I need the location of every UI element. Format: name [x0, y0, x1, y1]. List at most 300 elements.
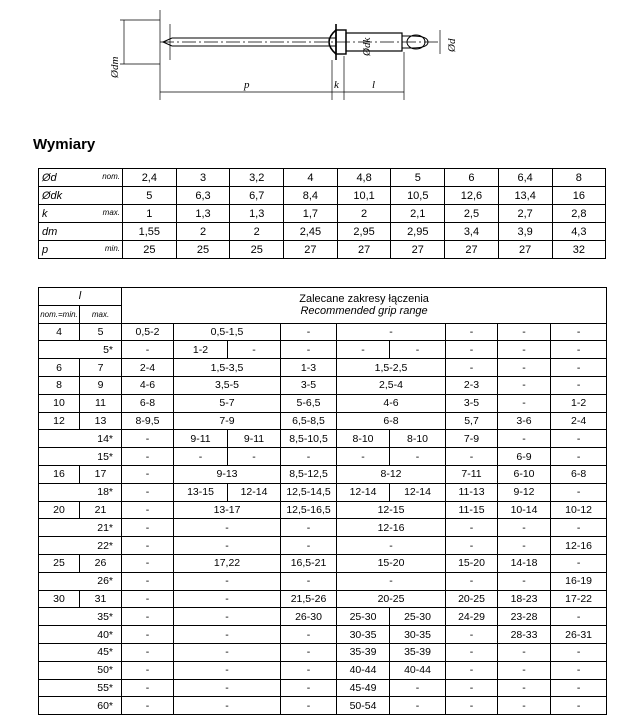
- grip-cell: 2-4: [122, 359, 174, 377]
- grip-length: 16: [39, 465, 80, 483]
- grip-cell: 15-20: [337, 554, 446, 572]
- grip-length: 10: [39, 394, 80, 412]
- dims-cell: 3,9: [498, 223, 552, 241]
- grip-row: [39, 376, 607, 394]
- dims-cell: 2: [176, 223, 230, 241]
- grip-cell: 12,5-14,5: [281, 483, 337, 501]
- grip-cell: -: [122, 572, 174, 590]
- grip-cell: 0,5-1,5: [174, 323, 281, 341]
- grip-length-star: 45*: [39, 643, 122, 661]
- grip-cell: -: [281, 626, 337, 644]
- grip-cell: -: [498, 537, 551, 555]
- grip-cell: -: [281, 519, 337, 537]
- dims-label-text: p: [42, 243, 49, 256]
- grip-cell: 13-15: [174, 483, 228, 501]
- grip-length-star: 60*: [39, 697, 122, 715]
- grip-length: 13: [80, 412, 122, 430]
- grip-cell: 45-49: [337, 679, 390, 697]
- grip-cell: -: [122, 679, 174, 697]
- grip-cell: -: [551, 483, 607, 501]
- grip-cell: 9-11: [228, 430, 281, 448]
- grip-cell: -: [551, 554, 607, 572]
- dims-label-text: dm: [42, 225, 58, 238]
- dims-cell: 1,3: [230, 205, 284, 223]
- grip-cell: 12,5-16,5: [281, 501, 337, 519]
- dims-row: [39, 223, 606, 241]
- grip-cell: 26-30: [281, 608, 337, 626]
- label-dm: Ødm: [109, 56, 121, 78]
- grip-length: 9: [80, 376, 122, 394]
- grip-cell: -: [337, 341, 390, 359]
- grip-cell: 40-44: [337, 661, 390, 679]
- grip-cell: -: [551, 697, 607, 715]
- grip-cell: -: [551, 679, 607, 697]
- dims-label-text: k: [42, 207, 48, 220]
- grip-cell: -: [551, 430, 607, 448]
- grip-length: 30: [39, 590, 80, 608]
- grip-cell: 5-7: [174, 394, 281, 412]
- grip-length: 25: [39, 554, 80, 572]
- dims-cell: 2,7: [498, 205, 552, 223]
- grip-cell: -: [551, 341, 607, 359]
- grip-length-star: 14*: [39, 430, 122, 448]
- grip-length-star: 5*: [39, 341, 122, 359]
- dims-cell: 6,7: [230, 187, 284, 205]
- dims-cell: 27: [445, 241, 499, 259]
- grip-cell: -: [446, 341, 498, 359]
- grip-cell: -: [498, 341, 551, 359]
- grip-cell: 8-9,5: [122, 412, 174, 430]
- dims-cell: 2,45: [284, 223, 338, 241]
- grip-cell: 17-22: [551, 590, 607, 608]
- grip-cell: 11-15: [446, 501, 498, 519]
- grip-row: [39, 394, 607, 412]
- grip-cell: 0,5-2: [122, 323, 174, 341]
- label-p: p: [244, 79, 250, 91]
- grip-cell: -: [551, 519, 607, 537]
- dims-cell: 4,8: [337, 169, 391, 187]
- grip-row: [39, 341, 607, 359]
- grip-cell: 23-28: [498, 608, 551, 626]
- grip-header-pl: Zalecane zakresy łączenia: [299, 293, 429, 306]
- grip-cell: -: [281, 537, 337, 555]
- grip-row: [39, 626, 607, 644]
- grip-length: 8: [39, 376, 80, 394]
- grip-cell: 6-8: [122, 394, 174, 412]
- grip-cell: -: [281, 661, 337, 679]
- dims-cell: 1,7: [284, 205, 338, 223]
- grip-row: [39, 661, 607, 679]
- grip-cell: -: [498, 394, 551, 412]
- grip-cell: -: [122, 519, 174, 537]
- grip-cell: -: [281, 323, 337, 341]
- dims-cell: 13,4: [498, 187, 552, 205]
- grip-cell: 2-3: [446, 376, 498, 394]
- grip-cell: 1,5-2,5: [337, 359, 446, 377]
- grip-cell: -: [122, 341, 174, 359]
- grip-cell: 12-14: [228, 483, 281, 501]
- grip-cell: -: [174, 626, 281, 644]
- dims-cell: 1,55: [123, 223, 177, 241]
- grip-cell: 4-6: [337, 394, 446, 412]
- grip-cell: -: [446, 626, 498, 644]
- grip-cell: -: [498, 323, 551, 341]
- grip-length: 17: [80, 465, 122, 483]
- grip-cell: -: [174, 643, 281, 661]
- grip-cell: 7-9: [446, 430, 498, 448]
- dims-cell: 27: [337, 241, 391, 259]
- grip-cell: -: [446, 643, 498, 661]
- rivet-drawing: [0, 0, 633, 120]
- grip-row: [39, 608, 607, 626]
- grip-cell: -: [498, 679, 551, 697]
- grip-cell: -: [281, 643, 337, 661]
- grip-cell: 8-12: [337, 465, 446, 483]
- grip-row: [39, 359, 607, 377]
- dims-cell: 2,1: [391, 205, 445, 223]
- grip-row: [39, 537, 607, 555]
- dims-cell: 27: [391, 241, 445, 259]
- grip-row: [39, 572, 607, 590]
- grip-row: [39, 430, 607, 448]
- grip-cell: -: [446, 661, 498, 679]
- dims-cell: 6: [445, 169, 499, 187]
- grip-cell: -: [446, 519, 498, 537]
- grip-cell: 25-30: [390, 608, 446, 626]
- dims-label-text: Ød: [42, 171, 57, 184]
- grip-row: [39, 465, 607, 483]
- grip-cell: -: [337, 448, 390, 466]
- grip-cell: 12-16: [337, 519, 446, 537]
- dims-qualifier: max.: [102, 208, 120, 217]
- grip-cell: -: [498, 661, 551, 679]
- dims-cell: 6,4: [498, 169, 552, 187]
- dims-cell: 3,2: [230, 169, 284, 187]
- grip-cell: 21,5-26: [281, 590, 337, 608]
- dims-cell: 3,4: [445, 223, 499, 241]
- grip-cell: -: [281, 341, 337, 359]
- grip-cell: 12-14: [390, 483, 446, 501]
- grip-length: 6: [39, 359, 80, 377]
- grip-cell: 3-6: [498, 412, 551, 430]
- grip-cell: 40-44: [390, 661, 446, 679]
- grip-cell: 12-16: [551, 537, 607, 555]
- grip-cell: -: [281, 448, 337, 466]
- dims-row: [39, 205, 606, 223]
- grip-row: [39, 448, 607, 466]
- grip-cell: -: [446, 448, 498, 466]
- grip-header-row: [39, 288, 607, 306]
- grip-range-header: [122, 288, 607, 324]
- dims-cell: 2,5: [445, 205, 499, 223]
- dims-cell: 2,8: [552, 205, 606, 223]
- dims-cell: 8: [552, 169, 606, 187]
- dims-row: [39, 169, 606, 187]
- grip-cell: -: [498, 430, 551, 448]
- grip-cell: 1,5-3,5: [174, 359, 281, 377]
- grip-cell: -: [122, 554, 174, 572]
- grip-cell: 5,7: [446, 412, 498, 430]
- grip-row: [39, 501, 607, 519]
- grip-cell: 9-11: [174, 430, 228, 448]
- max-header: max.: [80, 305, 122, 323]
- grip-cell: 12-14: [337, 483, 390, 501]
- grip-cell: 9-12: [498, 483, 551, 501]
- grip-cell: -: [446, 679, 498, 697]
- grip-cell: -: [390, 697, 446, 715]
- grip-cell: 6-8: [551, 465, 607, 483]
- grip-cell: -: [122, 608, 174, 626]
- grip-cell: -: [498, 643, 551, 661]
- dims-cell: 3: [176, 169, 230, 187]
- grip-length: 4: [39, 323, 80, 341]
- dims-cell: 6,3: [176, 187, 230, 205]
- grip-row: [39, 483, 607, 501]
- dims-qualifier: min.: [104, 244, 120, 253]
- grip-cell: -: [551, 323, 607, 341]
- grip-cell: 16-19: [551, 572, 607, 590]
- dimensions-table: [38, 168, 606, 259]
- grip-row: [39, 643, 607, 661]
- label-d: Ød: [446, 38, 458, 52]
- grip-cell: -: [337, 537, 446, 555]
- grip-length: 21: [80, 501, 122, 519]
- grip-cell: 4-6: [122, 376, 174, 394]
- grip-cell: -: [281, 679, 337, 697]
- grip-header-en: Recommended grip range: [300, 305, 428, 318]
- grip-cell: 8,5-12,5: [281, 465, 337, 483]
- grip-cell: -: [174, 572, 281, 590]
- grip-cell: 2-4: [551, 412, 607, 430]
- dims-cell: 25: [123, 241, 177, 259]
- dims-cell: 10,5: [391, 187, 445, 205]
- grip-cell: -: [122, 590, 174, 608]
- dims-cell: 2: [337, 205, 391, 223]
- grip-cell: 24-29: [446, 608, 498, 626]
- dims-cell: 32: [552, 241, 606, 259]
- grip-cell: -: [551, 661, 607, 679]
- grip-cell: -: [390, 448, 446, 466]
- grip-cell: -: [122, 697, 174, 715]
- dims-cell: 25: [230, 241, 284, 259]
- grip-cell: -: [551, 643, 607, 661]
- grip-cell: -: [228, 341, 281, 359]
- grip-row: [39, 554, 607, 572]
- grip-cell: 18-23: [498, 590, 551, 608]
- grip-length: 20: [39, 501, 80, 519]
- grip-cell: 10-12: [551, 501, 607, 519]
- dims-cell: 27: [498, 241, 552, 259]
- grip-cell: -: [337, 572, 446, 590]
- grip-cell: 8-10: [390, 430, 446, 448]
- dims-row-label: [39, 205, 123, 223]
- grip-cell: -: [122, 501, 174, 519]
- dims-cell: 5: [123, 187, 177, 205]
- grip-cell: -: [174, 608, 281, 626]
- grip-cell: -: [390, 341, 446, 359]
- grip-cell: -: [174, 519, 281, 537]
- grip-length-star: 50*: [39, 661, 122, 679]
- grip-cell: -: [498, 376, 551, 394]
- dims-cell: 2,4: [123, 169, 177, 187]
- dims-cell: 1: [123, 205, 177, 223]
- grip-cell: -: [446, 323, 498, 341]
- grip-length-star: 21*: [39, 519, 122, 537]
- label-k: k: [334, 79, 339, 91]
- dims-row-label: [39, 223, 123, 241]
- grip-cell: 1-2: [174, 341, 228, 359]
- grip-cell: 20-25: [337, 590, 446, 608]
- dims-row-label: [39, 187, 123, 205]
- grip-length: 31: [80, 590, 122, 608]
- grip-cell: 35-39: [390, 643, 446, 661]
- grip-row: [39, 679, 607, 697]
- grip-row: [39, 519, 607, 537]
- nom-min-header: nom.=min.: [39, 305, 80, 323]
- grip-cell: -: [446, 572, 498, 590]
- grip-cell: 9-13: [174, 465, 281, 483]
- grip-length-star: 40*: [39, 626, 122, 644]
- dims-cell: 12,6: [445, 187, 499, 205]
- grip-cell: 5-6,5: [281, 394, 337, 412]
- grip-cell: -: [174, 661, 281, 679]
- grip-length-star: 22*: [39, 537, 122, 555]
- dims-row: [39, 241, 606, 259]
- page-title: Wymiary: [33, 136, 96, 153]
- grip-cell: 8,5-10,5: [281, 430, 337, 448]
- grip-cell: 12-15: [337, 501, 446, 519]
- grip-cell: 17,22: [174, 554, 281, 572]
- grip-cell: 7-9: [174, 412, 281, 430]
- grip-length-star: 18*: [39, 483, 122, 501]
- grip-cell: 6-9: [498, 448, 551, 466]
- grip-row: [39, 323, 607, 341]
- grip-cell: 28-33: [498, 626, 551, 644]
- grip-range-table: [38, 287, 607, 715]
- grip-cell: -: [122, 661, 174, 679]
- grip-cell: -: [551, 376, 607, 394]
- grip-cell: 1-2: [551, 394, 607, 412]
- grip-row: [39, 697, 607, 715]
- dims-cell: 4: [284, 169, 338, 187]
- dims-cell: 4,3: [552, 223, 606, 241]
- grip-cell: 35-39: [337, 643, 390, 661]
- grip-cell: -: [174, 448, 228, 466]
- grip-length: 12: [39, 412, 80, 430]
- grip-cell: -: [446, 537, 498, 555]
- grip-cell: -: [446, 359, 498, 377]
- grip-cell: -: [446, 697, 498, 715]
- grip-cell: 15-20: [446, 554, 498, 572]
- grip-cell: 6-8: [337, 412, 446, 430]
- grip-cell: -: [228, 448, 281, 466]
- dims-cell: 8,4: [284, 187, 338, 205]
- grip-cell: -: [122, 465, 174, 483]
- dims-cell: 25: [176, 241, 230, 259]
- grip-cell: -: [281, 697, 337, 715]
- dims-row: [39, 187, 606, 205]
- grip-cell: 13-17: [174, 501, 281, 519]
- grip-cell: -: [174, 697, 281, 715]
- grip-row: [39, 590, 607, 608]
- grip-length: 26: [80, 554, 122, 572]
- grip-length: 5: [80, 323, 122, 341]
- dims-cell: 2,95: [391, 223, 445, 241]
- grip-cell: -: [122, 448, 174, 466]
- dims-cell: 1,3: [176, 205, 230, 223]
- grip-cell: 1-3: [281, 359, 337, 377]
- grip-cell: -: [551, 608, 607, 626]
- grip-cell: -: [498, 359, 551, 377]
- grip-cell: -: [281, 572, 337, 590]
- grip-cell: 10-14: [498, 501, 551, 519]
- label-l: l: [372, 79, 376, 91]
- grip-cell: 25-30: [337, 608, 390, 626]
- grip-cell: 2,5-4: [337, 376, 446, 394]
- grip-cell: 11-13: [446, 483, 498, 501]
- grip-cell: -: [390, 679, 446, 697]
- grip-cell: -: [174, 537, 281, 555]
- grip-length-star: 55*: [39, 679, 122, 697]
- dims-cell: 5: [391, 169, 445, 187]
- grip-length-star: 15*: [39, 448, 122, 466]
- grip-cell: -: [122, 643, 174, 661]
- grip-cell: -: [122, 537, 174, 555]
- grip-cell: -: [122, 626, 174, 644]
- grip-cell: 6-10: [498, 465, 551, 483]
- grip-length-star: 26*: [39, 572, 122, 590]
- grip-cell: 7-11: [446, 465, 498, 483]
- grip-cell: -: [174, 679, 281, 697]
- grip-cell: -: [498, 697, 551, 715]
- dims-qualifier: nom.: [102, 172, 120, 181]
- dims-row-label: [39, 169, 123, 187]
- l-header: l: [39, 288, 122, 306]
- grip-cell: -: [498, 572, 551, 590]
- grip-cell: 50-54: [337, 697, 390, 715]
- dims-cell: 2: [230, 223, 284, 241]
- grip-cell: -: [122, 430, 174, 448]
- dims-cell: 10,1: [337, 187, 391, 205]
- grip-cell: 16,5-21: [281, 554, 337, 572]
- grip-cell: -: [551, 359, 607, 377]
- grip-cell: 3-5: [446, 394, 498, 412]
- grip-cell: 8-10: [337, 430, 390, 448]
- grip-cell: 30-35: [390, 626, 446, 644]
- grip-cell: 20-25: [446, 590, 498, 608]
- grip-row: [39, 412, 607, 430]
- dims-cell: 2,95: [337, 223, 391, 241]
- dims-row-label: [39, 241, 123, 259]
- grip-cell: -: [337, 323, 446, 341]
- grip-length-star: 35*: [39, 608, 122, 626]
- grip-cell: 26-31: [551, 626, 607, 644]
- grip-cell: 6,5-8,5: [281, 412, 337, 430]
- grip-cell: 14-18: [498, 554, 551, 572]
- grip-length: 11: [80, 394, 122, 412]
- dims-label-text: Ødk: [42, 189, 63, 202]
- dims-cell: 27: [284, 241, 338, 259]
- grip-cell: -: [498, 519, 551, 537]
- grip-length: 7: [80, 359, 122, 377]
- grip-cell: -: [122, 483, 174, 501]
- dims-cell: 16: [552, 187, 606, 205]
- label-dk: Ødk: [361, 37, 373, 56]
- grip-cell: 3-5: [281, 376, 337, 394]
- grip-cell: 3,5-5: [174, 376, 281, 394]
- grip-cell: -: [551, 448, 607, 466]
- grip-cell: 30-35: [337, 626, 390, 644]
